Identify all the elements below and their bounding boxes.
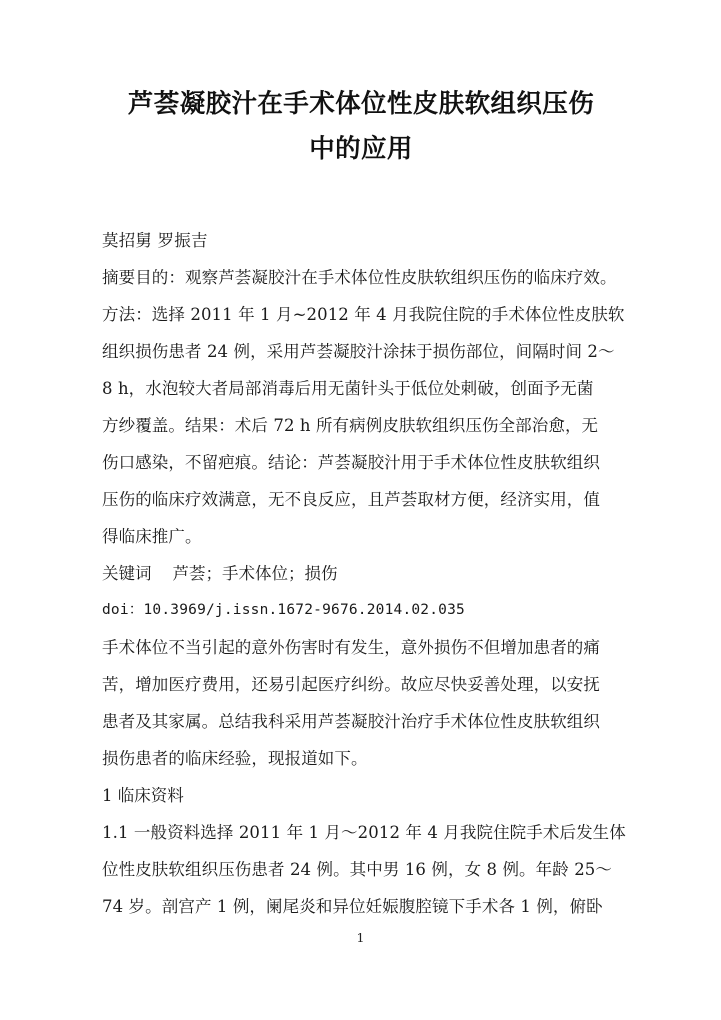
intro-line: 苦，增加医疗费用，还易引起医疗纠纷。故应尽快妥善处理，以安抚 bbox=[102, 675, 600, 694]
section-1-1-line: 1.1 一般资料选择 2011 年 1 月～2012 年 4 月我院住院手术后发生体 bbox=[102, 823, 626, 842]
abstract-line: 方法：选择 2011 年 1 月~2012 年 4 月我院住院的手术体位性皮肤软 bbox=[102, 305, 625, 324]
intro-line: 手术体位不当引起的意外伤害时有发生，意外损伤不但增加患者的痛 bbox=[102, 638, 600, 657]
abstract-line: 得临床推广。 bbox=[102, 527, 202, 546]
doi-line: doi：10.3969/j.issn.1672-9676.2014.02.035 bbox=[102, 602, 465, 618]
title-line-1: 芦荟凝胶汁在手术体位性皮肤软组织压伤 bbox=[127, 89, 595, 119]
section-heading-1: 1 临床资料 bbox=[102, 786, 184, 805]
abstract-line: 摘要目的：观察芦荟凝胶汁在手术体位性皮肤软组织压伤的临床疗效。 bbox=[102, 268, 617, 287]
page-title bbox=[102, 0, 620, 172]
section-1-1-line: 74 岁。剖宫产 1 例，阑尾炎和异位妊娠腹腔镜下手术各 1 例，俯卧 bbox=[102, 897, 603, 916]
abstract-line: 伤口感染，不留疤痕。结论：芦荟凝胶汁用于手术体位性皮肤软组织 bbox=[102, 453, 600, 472]
introduction-paragraph bbox=[102, 629, 620, 777]
page-content bbox=[102, 0, 626, 925]
intro-line: 患者及其家属。总结我科采用芦荟凝胶汁治疗手术体位性皮肤软组织 bbox=[102, 712, 600, 731]
section-1-1-line: 位性皮肤软组织压伤患者 24 例。其中男 16 例，女 8 例。年龄 25～ bbox=[102, 860, 612, 879]
intro-line: 损伤患者的临床经验，现报道如下。 bbox=[102, 749, 368, 768]
abstract-line: 压伤的临床疗效满意，无不良反应，且芦荟取材方便，经济实用，值 bbox=[102, 490, 600, 509]
abstract-paragraph bbox=[102, 259, 625, 555]
section-1-1-paragraph bbox=[102, 814, 626, 925]
author-list: 莫招舅 罗振吉 bbox=[102, 231, 208, 250]
keywords-line: 关键词 芦荟；手术体位；损伤 bbox=[102, 564, 338, 583]
title-line-2: 中的应用 bbox=[309, 134, 413, 164]
page-number: 1 bbox=[356, 930, 365, 945]
abstract-line: 组织损伤患者 24 例，采用芦荟凝胶汁涂抹于损伤部位，间隔时间 2～ bbox=[102, 342, 615, 361]
abstract-line: 方纱覆盖。结果：术后 72 h 所有病例皮肤软组织压伤全部治愈，无 bbox=[102, 416, 599, 435]
abstract-line: 8 h，水泡较大者局部消毒后用无菌针头于低位处刺破，创面予无菌 bbox=[102, 379, 594, 398]
